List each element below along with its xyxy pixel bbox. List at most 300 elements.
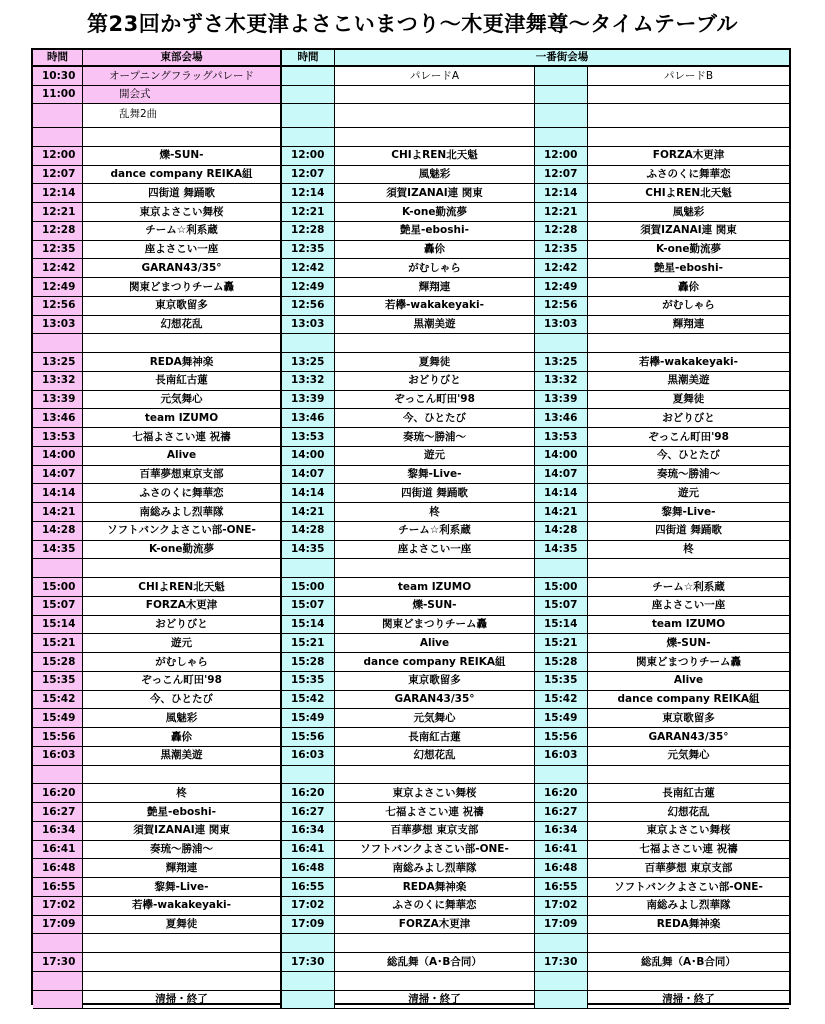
parade-a-time: 13:39 <box>282 391 335 410</box>
east-team <box>83 934 282 953</box>
parade-a-team: 遊元 <box>335 447 535 466</box>
east-time: 16:41 <box>33 841 83 860</box>
east-team: K-one勤流夢 <box>83 541 282 560</box>
east-team: 幻想花乱 <box>83 316 282 335</box>
parade-a-team: 奏琉～勝浦～ <box>335 428 535 447</box>
east-team: 関東どまつりチーム轟 <box>83 278 282 297</box>
east-team: 座よさこい一座 <box>83 241 282 260</box>
a-cell <box>335 104 535 128</box>
schedule-row <box>33 466 789 485</box>
parade-a-time: 13:53 <box>282 428 335 447</box>
b-cell <box>588 104 789 128</box>
east-team: 若欅-wakakeyaki- <box>83 897 282 916</box>
east-team <box>83 953 282 972</box>
time-cell <box>282 86 335 104</box>
east-team: 風魅彩 <box>83 709 282 728</box>
parade-b-team: 輝翔連 <box>588 316 789 335</box>
parade-b-team: 四街道 舞踊歌 <box>588 522 789 541</box>
east-time: 14:14 <box>33 484 83 503</box>
east-time: 13:46 <box>33 409 83 428</box>
parade-a-team: Alive <box>335 634 535 653</box>
parade-a-time: 16:48 <box>282 859 335 878</box>
schedule-row <box>33 672 789 691</box>
parade-b-time: 12:56 <box>535 297 588 316</box>
east-time: 17:09 <box>33 916 83 935</box>
east-time: 16:48 <box>33 859 83 878</box>
east-team: 四街道 舞踊歌 <box>83 184 282 203</box>
schedule-row <box>33 822 789 841</box>
parade-a-time <box>282 991 335 1010</box>
parade-b-time: 13:53 <box>535 428 588 447</box>
parade-b-team: 関東どまつりチーム轟 <box>588 653 789 672</box>
east-team: 夏舞徒 <box>83 916 282 935</box>
east-time <box>33 972 83 991</box>
parade-a-team: K-one勤流夢 <box>335 203 535 222</box>
east-time: 16:27 <box>33 803 83 822</box>
east-ceremony: 開会式 <box>83 86 282 104</box>
parade-a-time: 15:21 <box>282 634 335 653</box>
schedule-row <box>33 934 789 953</box>
east-team: FORZA木更津 <box>83 597 282 616</box>
east-team: 清掃・終了 <box>83 991 282 1010</box>
time-cell <box>282 67 335 86</box>
parade-a-time: 15:35 <box>282 672 335 691</box>
schedule-row <box>33 278 789 297</box>
parade-b-time: 13:46 <box>535 409 588 428</box>
parade-b-time: 17:30 <box>535 953 588 972</box>
parade-a-team: 須賀IZANAI連 関東 <box>335 184 535 203</box>
parade-b-team: 東京よさこい舞桜 <box>588 822 789 841</box>
schedule-row <box>33 803 789 822</box>
schedule-row <box>33 878 789 897</box>
parade-a-time: 14:07 <box>282 466 335 485</box>
parade-b-team: 柊 <box>588 541 789 560</box>
parade-a-time: 17:02 <box>282 897 335 916</box>
parade-b-time: 14:35 <box>535 541 588 560</box>
parade-b-team <box>588 766 789 785</box>
parade-b-team: 黎舞-Live- <box>588 503 789 522</box>
parade-a-time: 15:07 <box>282 597 335 616</box>
parade-a-time: 12:56 <box>282 297 335 316</box>
parade-a-team: 清掃・終了 <box>335 991 535 1010</box>
parade-b-time: 14:00 <box>535 447 588 466</box>
parade-a-team: 総乱舞（A･B合同） <box>335 953 535 972</box>
parade-b-time: 15:21 <box>535 634 588 653</box>
parade-b-team: 奏琉～勝浦～ <box>588 466 789 485</box>
parade-b-time <box>535 934 588 953</box>
schedule-row <box>33 447 789 466</box>
east-team <box>83 128 282 147</box>
east-time: 15:28 <box>33 653 83 672</box>
parade-b-team: ぞっこん町田'98 <box>588 428 789 447</box>
parade-a-time: 16:34 <box>282 822 335 841</box>
ranbu-row <box>33 104 789 128</box>
parade-b-time: 14:21 <box>535 503 588 522</box>
parade-b-time: 15:07 <box>535 597 588 616</box>
parade-a-team: GARAN43/35° <box>335 691 535 710</box>
east-team: 今、ひとたび <box>83 691 282 710</box>
parade-b-team: 百華夢想 東京支部 <box>588 859 789 878</box>
east-time: 12:28 <box>33 222 83 241</box>
schedule-row <box>33 316 789 335</box>
parade-a-team <box>335 128 535 147</box>
parade-b-team: 元気舞心 <box>588 747 789 766</box>
east-time: 17:02 <box>33 897 83 916</box>
east-time: 12:49 <box>33 278 83 297</box>
parade-b-team: 須賀IZANAI連 関東 <box>588 222 789 241</box>
east-opening: オープニングフラッグパレード <box>83 67 282 86</box>
schedule-row <box>33 203 789 222</box>
header-time-ichiban: 時間 <box>282 50 335 67</box>
parade-a-team: team IZUMO <box>335 578 535 597</box>
parade-b-team: GARAN43/35° <box>588 728 789 747</box>
east-team: がむしゃら <box>83 653 282 672</box>
parade-a-team: 東京歌留多 <box>335 672 535 691</box>
timetable <box>31 48 791 1005</box>
schedule-row <box>33 503 789 522</box>
east-time: 15:07 <box>33 597 83 616</box>
east-time: 13:32 <box>33 372 83 391</box>
parade-a-time: 12:21 <box>282 203 335 222</box>
schedule-row <box>33 241 789 260</box>
parade-a-team <box>335 934 535 953</box>
east-team: 東京歌留多 <box>83 297 282 316</box>
parade-b-time <box>535 559 588 578</box>
parade-b-time: 13:03 <box>535 316 588 335</box>
parade-a-time: 12:49 <box>282 278 335 297</box>
parade-b-team: 東京歌留多 <box>588 709 789 728</box>
parade-a-team: 元気舞心 <box>335 709 535 728</box>
schedule-row <box>33 578 789 597</box>
east-time: 13:25 <box>33 353 83 372</box>
parade-a-time: 14:00 <box>282 447 335 466</box>
east-team: 東京よさこい舞桜 <box>83 203 282 222</box>
parade-a-team: 轟伱 <box>335 241 535 260</box>
parade-b-time: 15:00 <box>535 578 588 597</box>
opening-row <box>33 67 789 86</box>
parade-b-time: 16:48 <box>535 859 588 878</box>
parade-a-team: CHIよREN北天魁 <box>335 147 535 166</box>
parade-a-team: チーム☆利系蔵 <box>335 522 535 541</box>
parade-b-team: 座よさこい一座 <box>588 597 789 616</box>
parade-a-time: 15:00 <box>282 578 335 597</box>
parade-a-time: 13:03 <box>282 316 335 335</box>
parade-a-team: 東京よさこい舞桜 <box>335 784 535 803</box>
parade-a-time <box>282 972 335 991</box>
time-cell <box>535 104 588 128</box>
parade-a-time: 16:41 <box>282 841 335 860</box>
east-team: ぞっこん町田'98 <box>83 672 282 691</box>
parade-a-team: 長南紅古蓮 <box>335 728 535 747</box>
east-team: Alive <box>83 447 282 466</box>
parade-b-team: 黒潮美遊 <box>588 372 789 391</box>
parade-b-time: 13:39 <box>535 391 588 410</box>
parade-b-team: おどりびと <box>588 409 789 428</box>
time-cell: 10:30 <box>33 67 83 86</box>
header-time-east: 時間 <box>33 50 83 67</box>
east-team: team IZUMO <box>83 409 282 428</box>
parade-a-team <box>335 334 535 353</box>
schedule-row <box>33 616 789 635</box>
schedule-row <box>33 653 789 672</box>
schedule-row <box>33 991 789 1010</box>
parade-a-team: 輝翔連 <box>335 278 535 297</box>
east-team: 柊 <box>83 784 282 803</box>
parade-b-team: K-one勤流夢 <box>588 241 789 260</box>
schedule-row <box>33 259 789 278</box>
parade-a-team: ソフトバンクよさこい部-ONE- <box>335 841 535 860</box>
parade-a-team: 風魅彩 <box>335 166 535 185</box>
east-time <box>33 334 83 353</box>
parade-a-team: 黒潮美遊 <box>335 316 535 335</box>
page-title: 第23回かずさ木更津よさこいまつり～木更津舞尊～タイムテーブル <box>87 12 738 36</box>
east-time: 15:42 <box>33 691 83 710</box>
east-team: ソフトバンクよさこい部-ONE- <box>83 522 282 541</box>
east-time: 12:14 <box>33 184 83 203</box>
schedule-row <box>33 484 789 503</box>
east-team: 七福よさこい連 祝禱 <box>83 428 282 447</box>
schedule-row <box>33 166 789 185</box>
parade-b-time: 16:41 <box>535 841 588 860</box>
east-team: チーム☆利系蔵 <box>83 222 282 241</box>
parade-b-time: 12:49 <box>535 278 588 297</box>
schedule-row <box>33 184 789 203</box>
parade-a-team: 若欅-wakakeyaki- <box>335 297 535 316</box>
parade-b-time: 13:25 <box>535 353 588 372</box>
parade-a-time: 15:49 <box>282 709 335 728</box>
parade-a-header: パレードA <box>335 67 535 86</box>
east-time <box>33 934 83 953</box>
parade-a-team: 座よさこい一座 <box>335 541 535 560</box>
time-cell <box>282 104 335 128</box>
parade-a-team <box>335 972 535 991</box>
east-time: 12:00 <box>33 147 83 166</box>
schedule-row <box>33 297 789 316</box>
parade-a-time <box>282 766 335 785</box>
parade-b-time: 16:20 <box>535 784 588 803</box>
parade-b-team: team IZUMO <box>588 616 789 635</box>
parade-a-time: 12:07 <box>282 166 335 185</box>
east-team: 爍-SUN- <box>83 147 282 166</box>
parade-a-time: 14:35 <box>282 541 335 560</box>
east-time: 17:30 <box>33 953 83 972</box>
parade-b-team: 艶星-eboshi- <box>588 259 789 278</box>
parade-b-team: 風魅彩 <box>588 203 789 222</box>
parade-a-team: 七福よさこい連 祝禱 <box>335 803 535 822</box>
time-cell <box>535 86 588 104</box>
parade-b-time: 15:28 <box>535 653 588 672</box>
parade-a-team: 幻想花乱 <box>335 747 535 766</box>
east-time: 16:03 <box>33 747 83 766</box>
east-time: 16:34 <box>33 822 83 841</box>
schedule-row <box>33 391 789 410</box>
parade-a-time: 16:55 <box>282 878 335 897</box>
header-row <box>33 50 789 67</box>
east-team: おどりびと <box>83 616 282 635</box>
parade-b-time <box>535 766 588 785</box>
parade-b-time <box>535 334 588 353</box>
parade-b-team: REDA舞神楽 <box>588 916 789 935</box>
parade-a-team: 関東どまつりチーム轟 <box>335 616 535 635</box>
schedule-row <box>33 972 789 991</box>
parade-b-team <box>588 559 789 578</box>
parade-b-time: 16:55 <box>535 878 588 897</box>
schedule-row <box>33 728 789 747</box>
east-team: 百華夢想東京支部 <box>83 466 282 485</box>
east-team: 輝翔連 <box>83 859 282 878</box>
parade-b-team: 夏舞徒 <box>588 391 789 410</box>
b-cell <box>588 86 789 104</box>
east-ranbu: 乱舞2曲 <box>83 104 282 128</box>
parade-b-team: チーム☆利系蔵 <box>588 578 789 597</box>
parade-b-time: 15:35 <box>535 672 588 691</box>
time-cell <box>33 104 83 128</box>
parade-a-time: 14:14 <box>282 484 335 503</box>
parade-a-time: 15:28 <box>282 653 335 672</box>
east-time: 15:21 <box>33 634 83 653</box>
parade-a-team: 南総みよし烈華隊 <box>335 859 535 878</box>
parade-a-time: 15:14 <box>282 616 335 635</box>
parade-a-time: 15:42 <box>282 691 335 710</box>
parade-b-time: 12:42 <box>535 259 588 278</box>
schedule-row <box>33 522 789 541</box>
parade-b-team: ソフトバンクよさこい部-ONE- <box>588 878 789 897</box>
east-time: 14:28 <box>33 522 83 541</box>
parade-a-time: 12:28 <box>282 222 335 241</box>
parade-a-team <box>335 766 535 785</box>
east-team: GARAN43/35° <box>83 259 282 278</box>
parade-a-team: 夏舞徒 <box>335 353 535 372</box>
parade-b-team: ふさのくに舞華恋 <box>588 166 789 185</box>
schedule-row <box>33 353 789 372</box>
parade-b-team: Alive <box>588 672 789 691</box>
parade-b-team: 長南紅古蓮 <box>588 784 789 803</box>
schedule-row <box>33 597 789 616</box>
east-time <box>33 559 83 578</box>
parade-b-team: 総乱舞（A･B合同） <box>588 953 789 972</box>
parade-b-time: 14:14 <box>535 484 588 503</box>
schedule-row <box>33 784 789 803</box>
parade-a-team: ふさのくに舞華恋 <box>335 897 535 916</box>
header-venue-ichiban: 一番街会場 <box>335 50 789 67</box>
east-team: 長南紅古蓮 <box>83 372 282 391</box>
parade-b-time: 15:42 <box>535 691 588 710</box>
parade-b-team: 七福よさこい連 祝禱 <box>588 841 789 860</box>
parade-b-header: パレードB <box>588 67 789 86</box>
parade-a-time: 16:03 <box>282 747 335 766</box>
east-time: 15:49 <box>33 709 83 728</box>
east-time: 15:14 <box>33 616 83 635</box>
east-team: 元気舞心 <box>83 391 282 410</box>
parade-b-team: FORZA木更津 <box>588 147 789 166</box>
schedule-row <box>33 428 789 447</box>
parade-b-time: 13:32 <box>535 372 588 391</box>
parade-b-team: 轟伱 <box>588 278 789 297</box>
parade-a-time: 13:46 <box>282 409 335 428</box>
parade-b-team: 若欅-wakakeyaki- <box>588 353 789 372</box>
schedule-row <box>33 709 789 728</box>
parade-b-time <box>535 972 588 991</box>
schedule-row <box>33 128 789 147</box>
parade-a-time <box>282 334 335 353</box>
parade-a-time: 13:32 <box>282 372 335 391</box>
parade-b-time: 15:56 <box>535 728 588 747</box>
header-venue-east: 東部会場 <box>83 50 282 67</box>
schedule-row <box>33 372 789 391</box>
parade-b-time: 16:03 <box>535 747 588 766</box>
east-time: 12:07 <box>33 166 83 185</box>
schedule-row <box>33 691 789 710</box>
east-team: CHIよREN北天魁 <box>83 578 282 597</box>
east-team: 南総みよし烈華隊 <box>83 503 282 522</box>
parade-a-team <box>335 559 535 578</box>
parade-a-team: 今、ひとたび <box>335 409 535 428</box>
east-time: 14:00 <box>33 447 83 466</box>
parade-a-team: ぞっこん町田'98 <box>335 391 535 410</box>
parade-b-time <box>535 991 588 1010</box>
east-time: 16:55 <box>33 878 83 897</box>
parade-b-time: 12:28 <box>535 222 588 241</box>
parade-b-time: 16:27 <box>535 803 588 822</box>
parade-b-time: 14:28 <box>535 522 588 541</box>
parade-b-time: 12:07 <box>535 166 588 185</box>
east-team: 奏琉～勝浦～ <box>83 841 282 860</box>
parade-b-team <box>588 972 789 991</box>
east-time <box>33 128 83 147</box>
east-team: dance company REIKA組 <box>83 166 282 185</box>
parade-b-time: 17:09 <box>535 916 588 935</box>
parade-b-time: 15:14 <box>535 616 588 635</box>
parade-a-team: 艶星-eboshi- <box>335 222 535 241</box>
parade-b-time: 12:14 <box>535 184 588 203</box>
east-time <box>33 991 83 1010</box>
east-time: 12:21 <box>33 203 83 222</box>
parade-b-time: 14:07 <box>535 466 588 485</box>
schedule-row <box>33 747 789 766</box>
east-time: 15:35 <box>33 672 83 691</box>
east-time: 14:07 <box>33 466 83 485</box>
schedule-row <box>33 147 789 166</box>
schedule-row <box>33 634 789 653</box>
parade-a-time: 13:25 <box>282 353 335 372</box>
parade-b-team: 南総みよし烈華隊 <box>588 897 789 916</box>
schedule-row <box>33 541 789 560</box>
parade-b-time: 12:35 <box>535 241 588 260</box>
parade-b-team: CHIよREN北天魁 <box>588 184 789 203</box>
parade-a-team: 柊 <box>335 503 535 522</box>
parade-a-team: 四街道 舞踊歌 <box>335 484 535 503</box>
parade-b-team: 遊元 <box>588 484 789 503</box>
east-time: 14:35 <box>33 541 83 560</box>
east-time <box>33 766 83 785</box>
east-team <box>83 766 282 785</box>
east-time: 15:00 <box>33 578 83 597</box>
east-time: 13:39 <box>33 391 83 410</box>
schedule-row <box>33 559 789 578</box>
parade-b-team: 爍-SUN- <box>588 634 789 653</box>
parade-a-time: 12:00 <box>282 147 335 166</box>
east-time: 16:20 <box>33 784 83 803</box>
parade-a-time <box>282 559 335 578</box>
east-time: 13:53 <box>33 428 83 447</box>
parade-a-time <box>282 934 335 953</box>
parade-a-time: 12:14 <box>282 184 335 203</box>
parade-a-team: 百華夢想 東京支部 <box>335 822 535 841</box>
parade-a-time: 17:30 <box>282 953 335 972</box>
parade-b-time <box>535 128 588 147</box>
east-team: REDA舞神楽 <box>83 353 282 372</box>
east-time: 12:35 <box>33 241 83 260</box>
